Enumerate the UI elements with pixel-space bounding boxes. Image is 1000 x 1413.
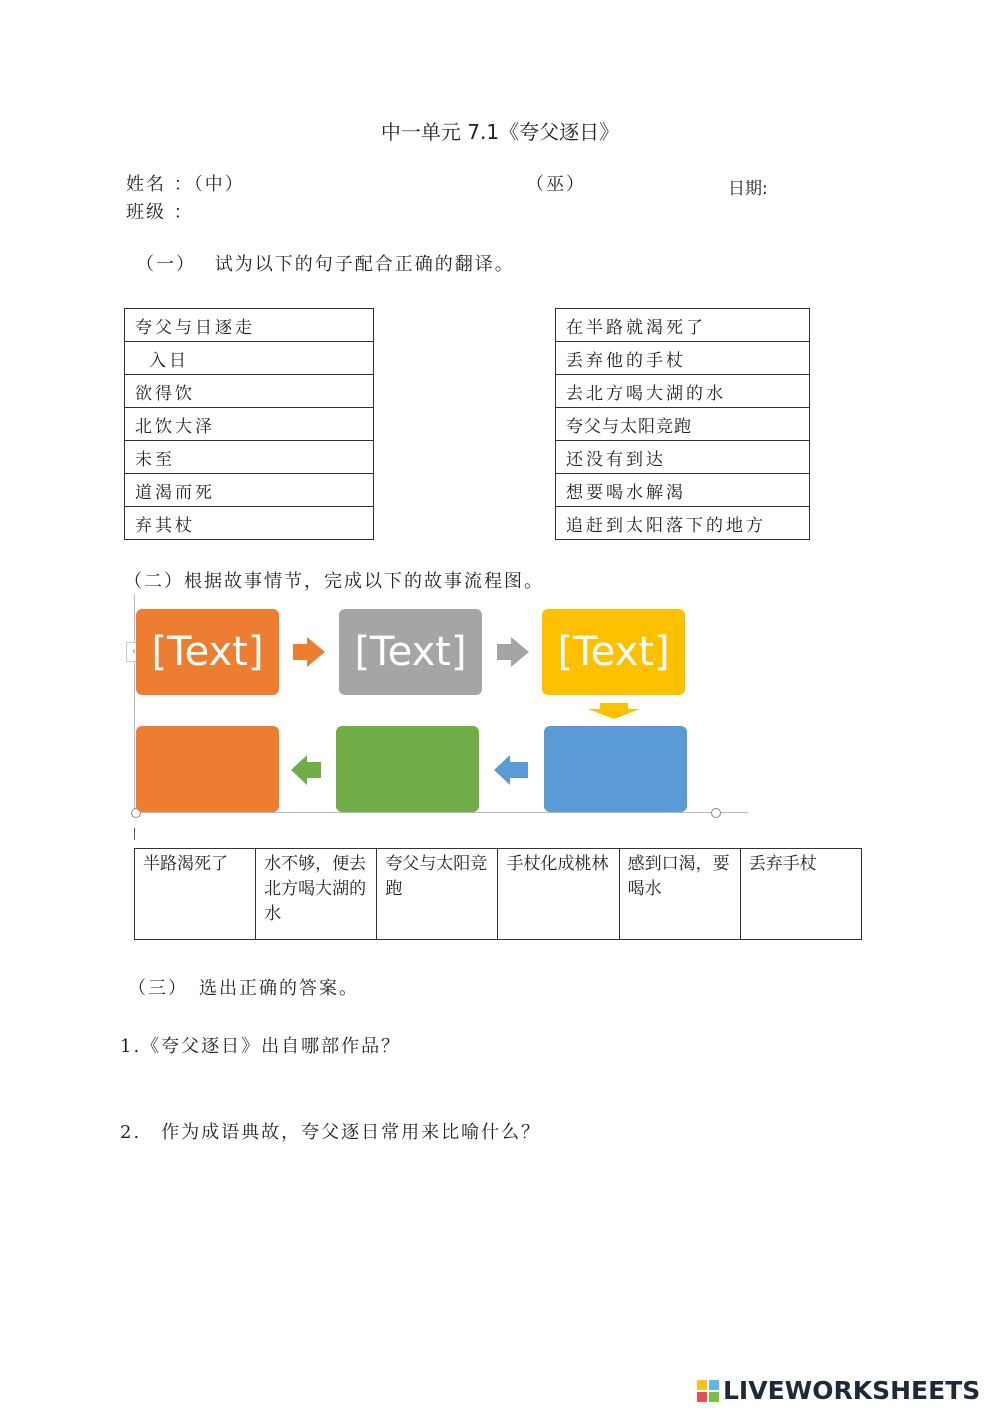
- translations-table: [555, 308, 810, 540]
- left-arrow-icon: [291, 755, 307, 785]
- table-row: [125, 375, 374, 408]
- logo-text: LIVEWORKSHEETS: [723, 1376, 981, 1405]
- flow-box-2[interactable]: [Text]: [339, 609, 482, 695]
- expand-pane-icon[interactable]: ‹: [126, 642, 142, 662]
- flow-box-4[interactable]: [544, 726, 687, 812]
- question-2: 2. 作为成语典故，夸父逐日常用来比喻什么？: [120, 1122, 542, 1143]
- table-row: [135, 849, 862, 940]
- table-row: [125, 408, 374, 441]
- classical-sentence: 欲得饮: [125, 375, 374, 408]
- translation-item[interactable]: 想要喝水解渴: [556, 474, 810, 507]
- translation-item[interactable]: 夸父与太阳竞跑: [556, 408, 810, 441]
- classical-sentence: 道渴而死: [125, 474, 374, 507]
- event-cell[interactable]: 水不够，便去北方喝大湖的水: [256, 849, 377, 940]
- page-title: 中一单元 7.1《夸父逐日》: [380, 120, 620, 144]
- classical-sentence: 夸父与日逐走: [125, 309, 374, 342]
- class-label: 班级 ：: [126, 202, 194, 223]
- table-row: [556, 309, 810, 342]
- flow-box-6[interactable]: [136, 726, 279, 812]
- translation-item[interactable]: 在半路就渴死了: [556, 309, 810, 342]
- classical-sentence: 北饮大泽: [125, 408, 374, 441]
- translation-item[interactable]: 追赶到太阳落下的地方: [556, 507, 810, 540]
- event-cell[interactable]: 感到口渴，要喝水: [619, 849, 740, 940]
- frame-line: [134, 594, 135, 812]
- left-arrow-icon: [510, 762, 528, 778]
- translation-item[interactable]: 去北方喝大湖的水: [556, 375, 810, 408]
- table-row: [125, 474, 374, 507]
- text-cursor: [134, 828, 135, 840]
- question-1: 1.《夸父逐日》出自哪部作品？: [120, 1036, 402, 1057]
- event-cell[interactable]: 手杖化成桃林: [498, 849, 619, 940]
- table-row: [556, 342, 810, 375]
- table-row: [556, 441, 810, 474]
- table-row: [125, 507, 374, 540]
- event-cell[interactable]: 半路渴死了: [135, 849, 256, 940]
- translation-item[interactable]: 丢弃他的手杖: [556, 342, 810, 375]
- left-arrow-icon: [494, 755, 510, 785]
- frame-line: [134, 812, 748, 813]
- classical-sentence: 弃其杖: [125, 507, 374, 540]
- section1-heading: （一） 试为以下的句子配合正确的翻译。: [136, 254, 515, 275]
- story-events-table: [134, 848, 862, 940]
- resize-handle[interactable]: [711, 808, 721, 818]
- table-row: [125, 309, 374, 342]
- flow-box-1[interactable]: [Text]: [136, 609, 279, 695]
- table-row: [556, 474, 810, 507]
- event-cell[interactable]: 夸父与太阳竞跑: [377, 849, 498, 940]
- table-row: [125, 441, 374, 474]
- liveworksheets-logo: [697, 1376, 980, 1405]
- event-cell[interactable]: 丢弃手杖: [740, 849, 861, 940]
- classical-sentence: 未至: [125, 441, 374, 474]
- right-arrow-icon: [511, 637, 529, 667]
- right-arrow-icon: [293, 644, 307, 660]
- pinyin-label: （巫）: [526, 174, 586, 195]
- table-row: [125, 342, 374, 375]
- table-row: [556, 375, 810, 408]
- logo-icon: [697, 1380, 719, 1402]
- name-label: 姓名 ：（中）: [126, 174, 245, 195]
- flow-box-3[interactable]: [Text]: [542, 609, 685, 695]
- down-arrow-icon: [588, 709, 640, 719]
- date-label: 日期:: [728, 179, 768, 199]
- classical-sentences-table: [124, 308, 374, 540]
- flow-box-5[interactable]: [336, 726, 479, 812]
- section3-heading: （三） 选出正确的答案。: [128, 978, 359, 999]
- left-arrow-icon: [307, 762, 321, 778]
- classical-sentence: 入日: [125, 342, 374, 375]
- table-row: [556, 507, 810, 540]
- table-row: [556, 408, 810, 441]
- right-arrow-icon: [307, 637, 325, 667]
- translation-item[interactable]: 还没有到达: [556, 441, 810, 474]
- right-arrow-icon: [497, 644, 511, 660]
- section2-heading: （二）根据故事情节，完成以下的故事流程图。: [124, 571, 544, 592]
